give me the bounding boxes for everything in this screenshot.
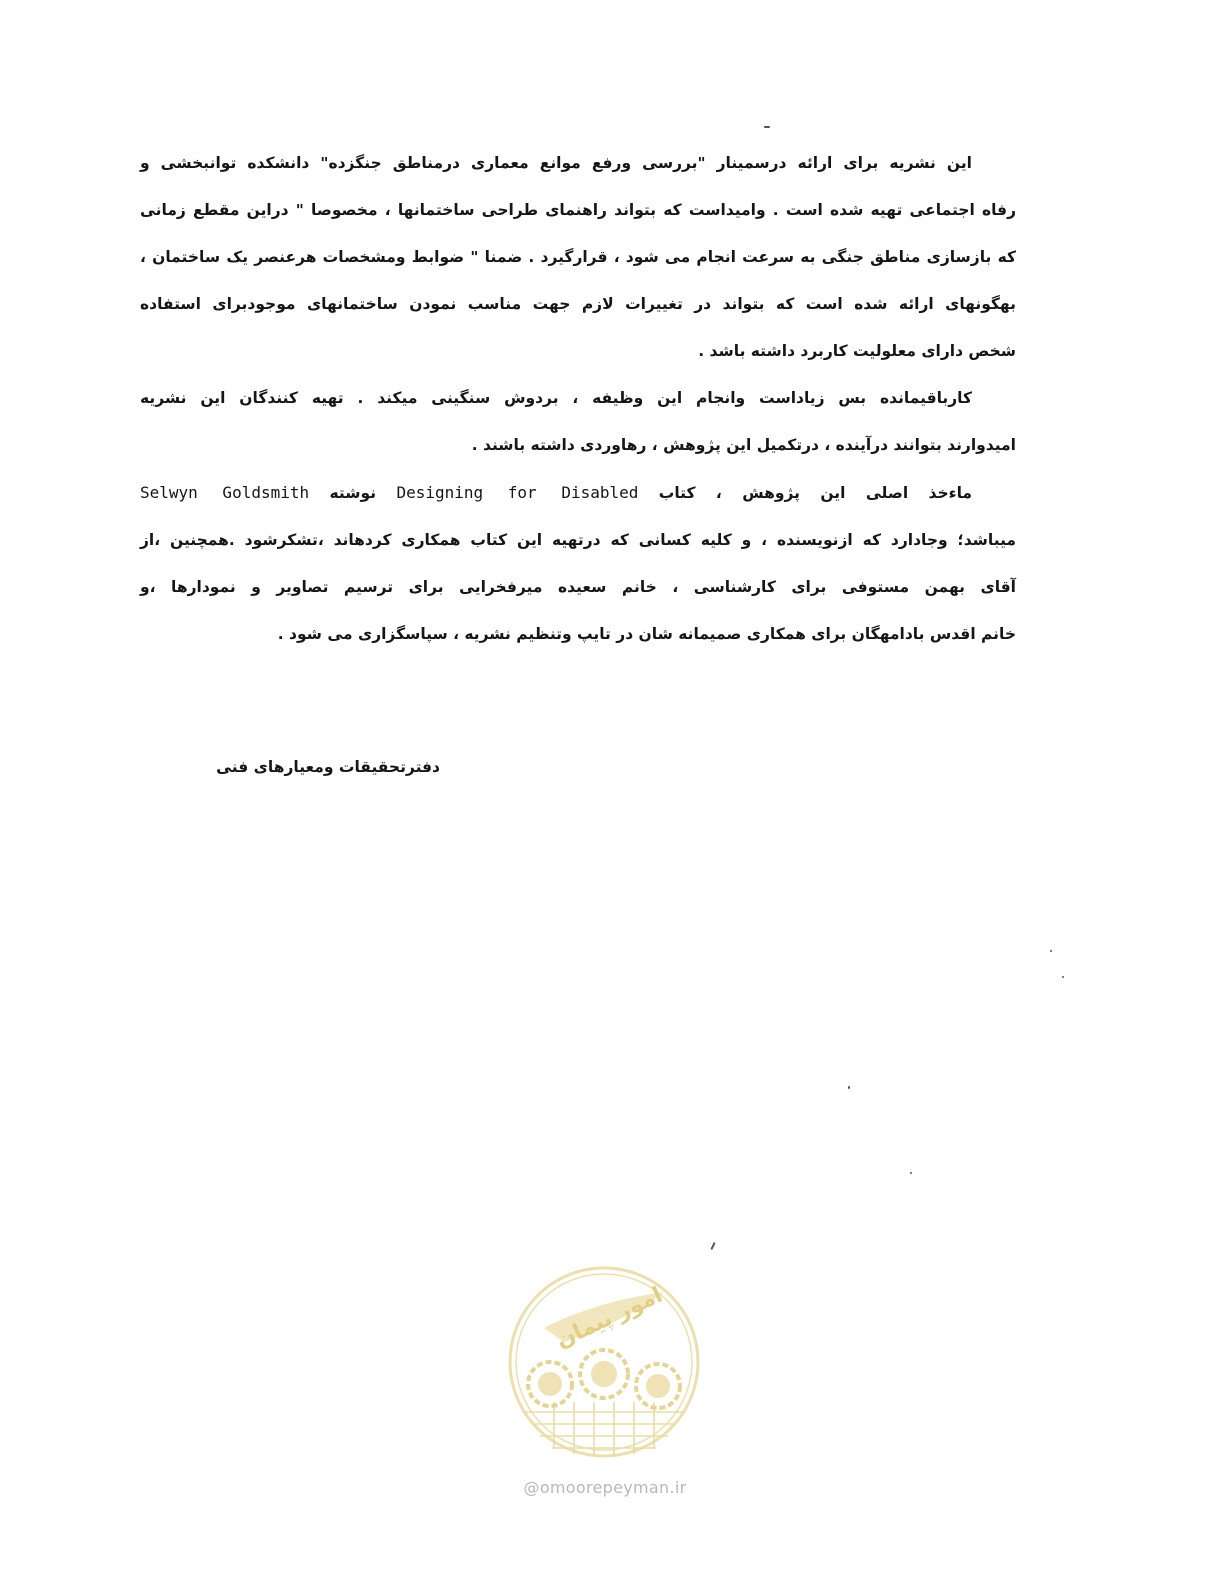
paragraph-remaining-work [140,375,1016,469]
paragraph-intro [140,140,1016,375]
scan-speck [764,126,770,128]
at-icon: @ [523,1478,540,1497]
text-line: امیدوارند بتوانند درآینده ، درتکمیل این پژوهش ، رهاوردی داشته باشند . [471,436,1016,454]
scan-speck [710,1242,715,1250]
watermark-caption [500,1478,710,1497]
watermark-logo-text: امور پیمان [552,1282,667,1354]
text-line: کارباقیمانده بس زیاداست وانجام این وظیفه ، بردوش سنگینی میکند . تهیه کنندگان این نشریه [140,389,972,407]
book-author: Selwyn Goldsmith [140,483,310,502]
paragraph-sources [140,469,1016,658]
scan-speck [1062,976,1064,978]
text-line: آقای بهمن مستوفی برای کارشناسی ، خانم سعیده میرفخرایی برای ترسیم تصاویر و نمودارها ،و [140,578,1016,596]
text-line: خانم اقدس بادامهگان برای همکاری صمیمانه شان در تایپ وتنظیم نشریه ، سپاسگزاری می شود . [277,625,1016,643]
book-title: Designing for Disabled [396,483,639,502]
text-line: این نشریه برای ارائه درسمینار "بررسی ورفع موانع معماری درمناطق جنگزده" دانشکده توانبخشی و [140,154,972,172]
text-line: شخص دارای معلولیت کاربرد داشته باشد . [698,342,1016,360]
text-line: میباشد؛ وجادارد که ازنویسنده ، و کلیه کسانی که درتهیه این کتاب همکاری کردهاند ،تشکرشود .همچنین ،از [140,531,1016,549]
scan-speck [910,1172,912,1174]
text-line: بهگونهای ارائه شده است که بتواند در تغییرات لازم جهت مناسب نمودن ساختمانهای موجودبرای استفاده [140,295,1016,313]
scan-speck [1050,950,1052,952]
watermark-caption-text: omoorepeyman.ir [539,1478,687,1497]
text-line [140,469,1016,517]
signature: دفترتحقیقات ومعیارهای فنی [216,758,440,776]
written-by-text: نوشته [329,484,377,502]
watermark-logo [504,1262,704,1462]
text-line: که بازسازی مناطق جنگی به سرعت انجام می شود ، قرارگیرد . ضمنا " ضوابط ومشخصات هرعنصر یک ساختمان ، [140,248,1016,266]
text-line: رفاه اجتماعی تهیه شده است . وامیداست که بتواند راهنمای طراحی ساختمانها ، مخصوصا " دراین مقطع زمانی [140,201,1016,219]
scan-speck [848,1086,850,1089]
source-intro-text: ماءخذ اصلی این پژوهش ، کتاب [658,484,972,502]
document-body [140,140,1016,658]
